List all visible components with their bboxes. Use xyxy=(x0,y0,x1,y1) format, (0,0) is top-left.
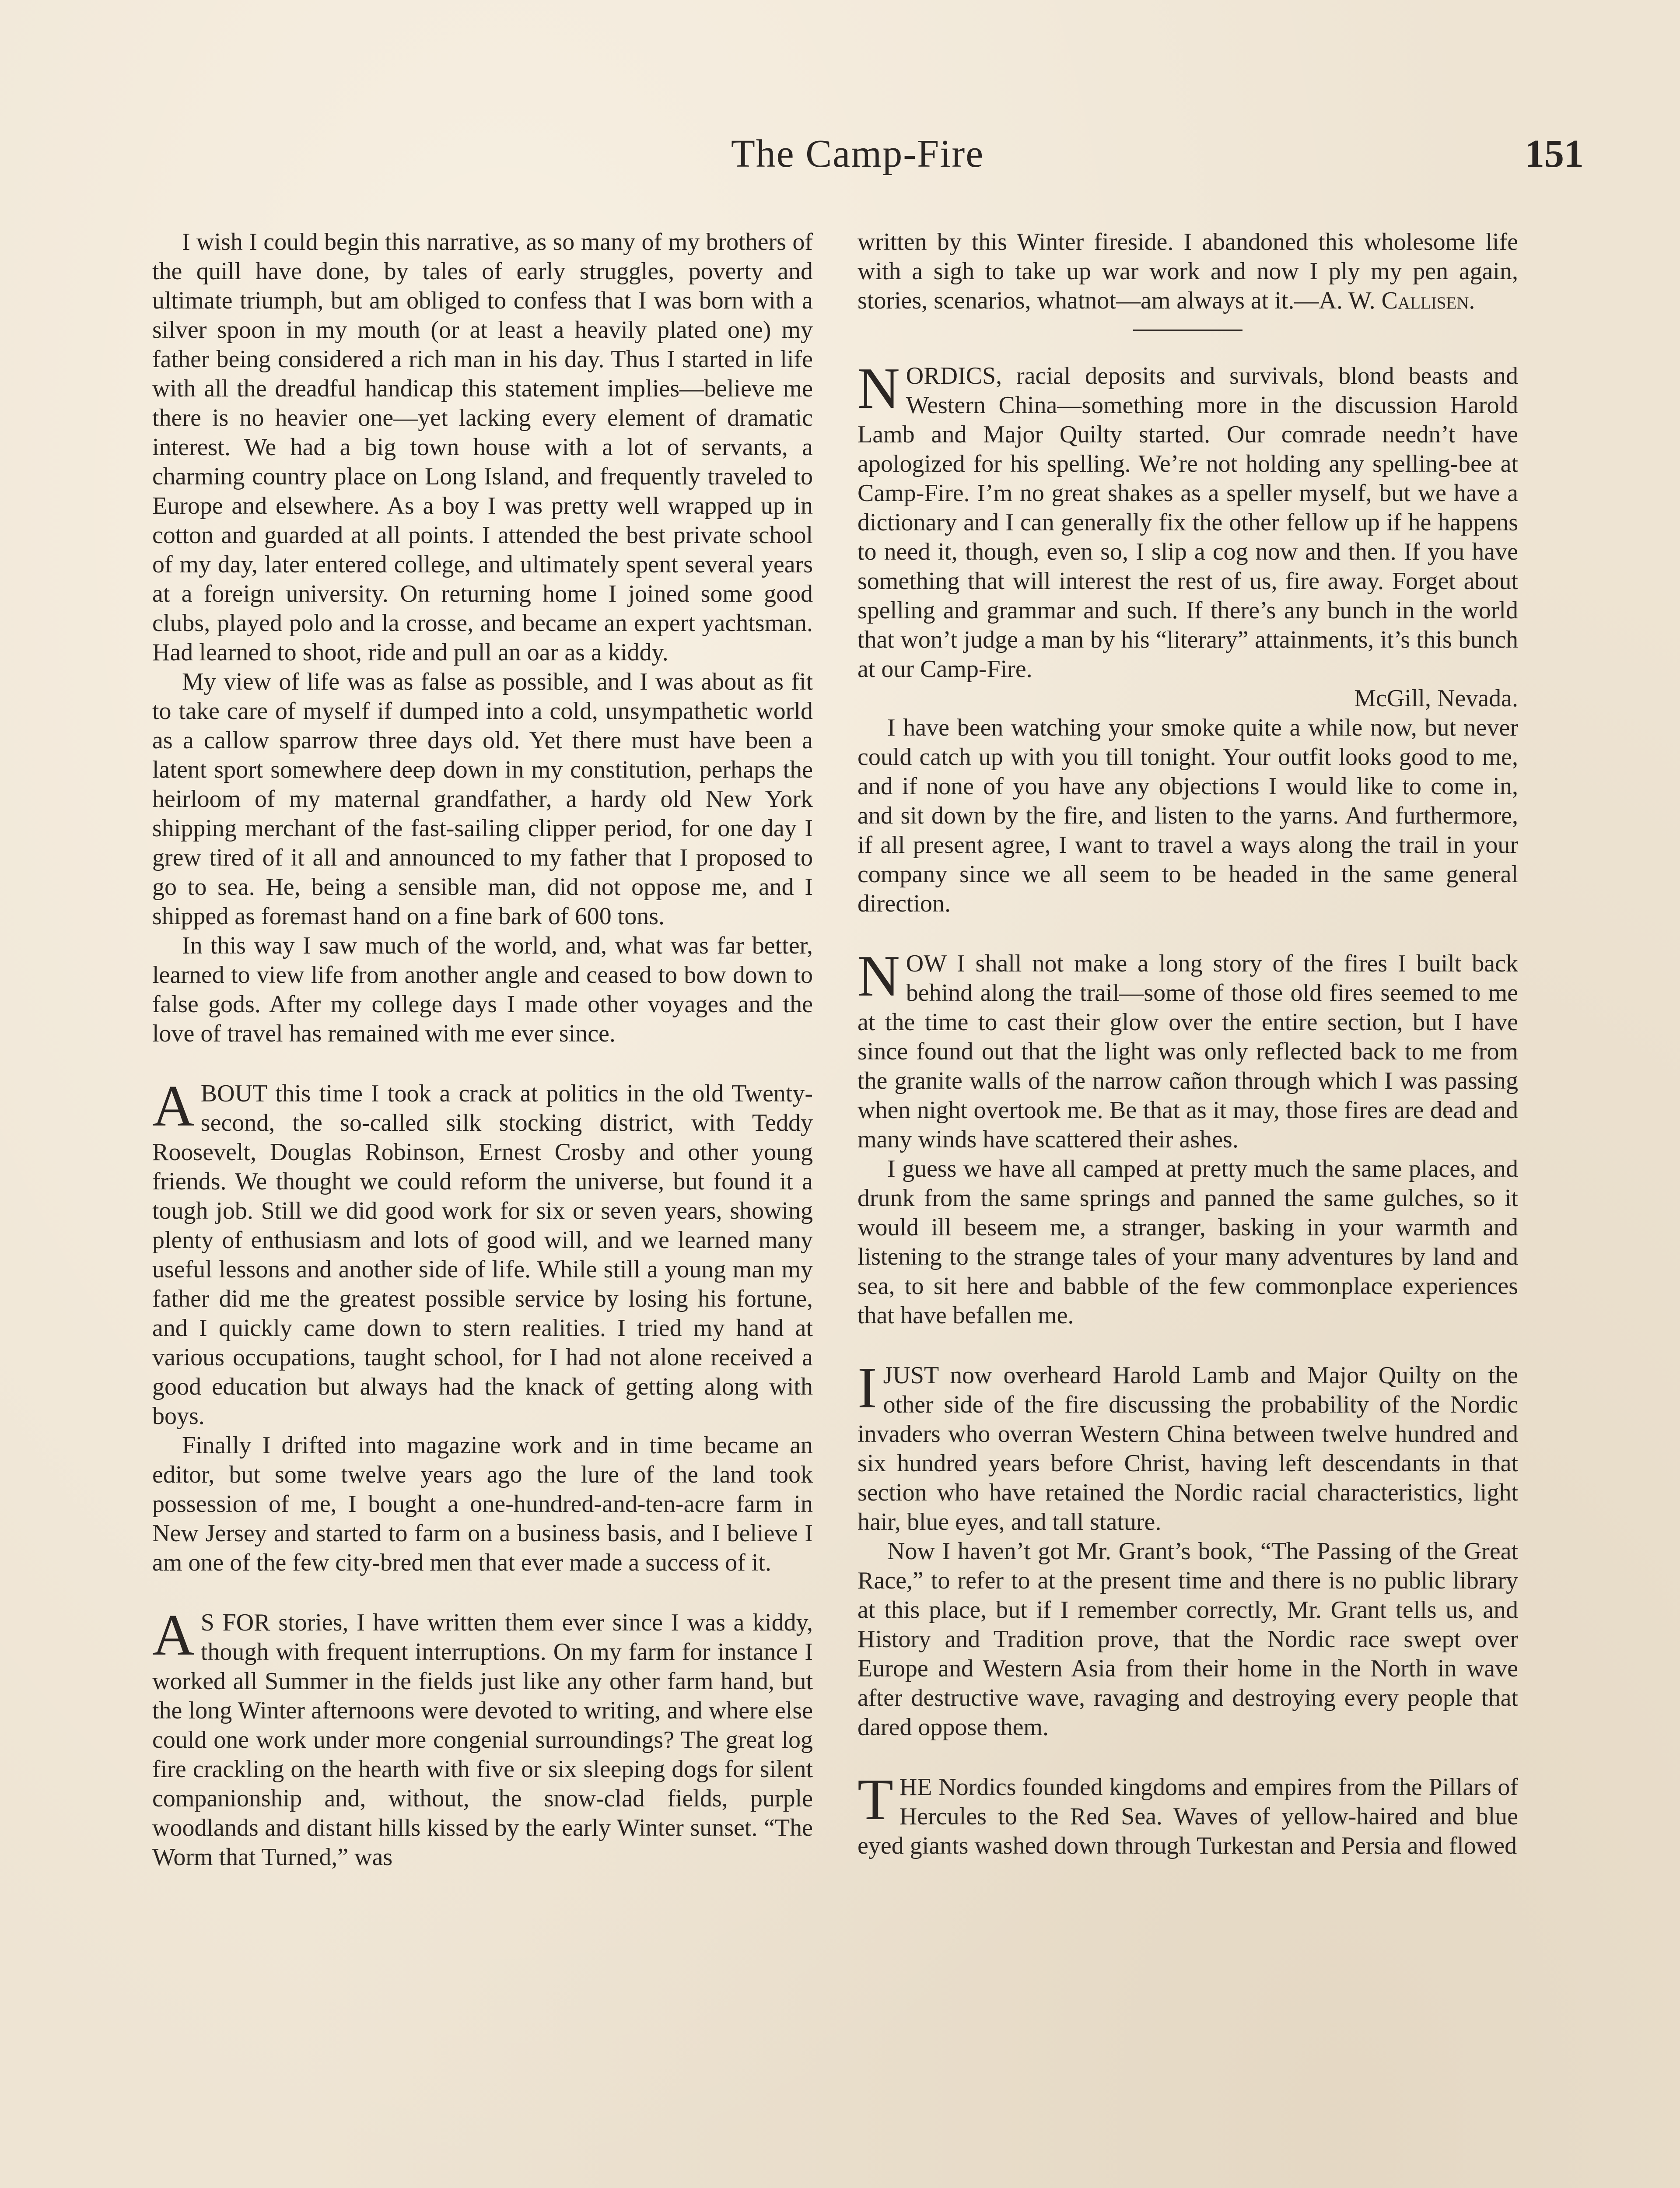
page-number: 151 xyxy=(1525,132,1584,175)
section-paragraph xyxy=(858,943,1518,1154)
section-divider xyxy=(1133,330,1242,331)
drop-cap: N xyxy=(858,356,900,421)
section-paragraph xyxy=(152,1602,813,1872)
paragraph: In this way I saw much of the world, and, what was far better, learned to view life from another angle and ceased to bow down to false gods. After my college days I made other voyages and the love of travel has remained with me ever since. xyxy=(152,932,813,1047)
paragraph: Finally I drifted into magazine work and in time became an editor, but some twelve years ago the lure of the land took possession of me, I bought a one-hundred-and-ten-acre farm in New Jersey and started to farm on a business basis, and I believe I am one of the few city-bred men that ever made a success of it. xyxy=(152,1432,813,1576)
right-column xyxy=(858,228,1518,1861)
drop-cap: A xyxy=(152,1073,195,1138)
running-head: The Camp-Fire xyxy=(731,132,984,175)
paragraph: Now I haven’t got Mr. Grant’s book, “The Passing of the Great Race,” to refer to at the present time and there is no public library at this place, but if I remember correctly, Mr. Grant tells us, and History and Tradition prove, that the Nordic race swept over Europe and Western Asia from their home in the North in wave after destructive wave, ravaging and destroying every people that dared oppose them. xyxy=(858,1538,1518,1741)
paragraph-text: written by this Winter fireside. I abandoned this wholesome life with a sigh to take up war work and now I ply my pen again, stories, scenarios, whatnot—am always at it.— xyxy=(858,228,1518,314)
paragraph: My view of life was as false as possible, and I was about as fit to take care of myself if dumped into a cold, unsympathetic world as a callow sparrow three days old. Yet there must have been a latent sport somewhere deep down in my constitution, perhaps the heirloom of my maternal grandfather, a hardy old New York shipping merchant of the fast-sailing clipper period, for one day I grew tired of it all and announced to my father that I proposed to go to sea. He, being a sensible man, did not oppose me, and I shipped as foremast hand on a fine bark of 600 tons. xyxy=(152,668,813,930)
author-signature: A. W. Callisen. xyxy=(1319,287,1475,314)
paragraph: I guess we have all camped at pretty much the same places, and drunk from the same springs and panned the same gulches, so it would ill beseem me, a stranger, basking in your warmth and listening to the strange tales of your many adventures by land and sea, to sit here and babble of the few commonplace experiences that have befallen me. xyxy=(858,1155,1518,1329)
section-paragraph xyxy=(858,356,1518,684)
drop-cap: T xyxy=(858,1767,893,1832)
drop-cap: A xyxy=(152,1602,195,1667)
drop-cap: N xyxy=(858,943,900,1008)
drop-cap: I xyxy=(858,1355,877,1420)
left-column xyxy=(152,228,813,1872)
section-paragraph xyxy=(858,1355,1518,1537)
paragraph-text: OW I shall not make a long story of the fires I built back behind along the trail—some of those old fires seemed to me at the time to cast their glow over the entire section, but I have since found out that the light was only reflected back to me from the granite walls of the narrow cañon through which I was passing when night overtook me. Be that as it may, those fires are dead and many winds have scattered their ashes. xyxy=(858,950,1518,1153)
paragraph: I wish I could begin this narrative, as so many of my brothers of the quill have done, by tales of early struggles, poverty and ultimate triumph, but am obliged to confess that I was born with a silver spoon in my mouth (or at least a heavily plated one) my father being considered a rich man in his day. Thus I started in life with all the dreadful handicap this statement implies—believe me there is no heavier one—yet lacking every element of dramatic interest. We had a big town house with a lot of servants, a charming country place on Long Island, and frequently traveled to Europe and elsewhere. As a boy I was pretty well wrapped up in cotton and guarded at all points. I attended the best private school of my day, later entered college, and ultimately spent several years at a foreign university. On returning home I joined some good clubs, played polo and la crosse, and became an expert yachtsman. Had learned to shoot, ride and pull an oar as a kiddy. xyxy=(152,228,813,666)
paragraph-text: BOUT this time I took a crack at politics in the old Twenty-second, the so-called silk stocking district, with Teddy Roosevelt, Douglas Robinson, Ernest Crosby and other young friends. We thought we could reform the universe, but found it a tough job. Still we did good work for six or seven years, showing plenty of enthusiasm and lots of good will, and we learned many useful lessons and another side of life. While still a young man my father did me the greatest possible service by losing his fortune, and I quickly came down to stern realities. I tried my hand at various occupations, taught school, for I had not alone received a good education but always had the knack of getting along with boys. xyxy=(152,1080,813,1430)
paragraph-text: JUST now overheard Harold Lamb and Major Quilty on the other side of the fire discussing the probability of the Nordic invaders who overran Western China between twelve hundred and six hundred years before Christ, having left descendants in that section who have retained the Nordic racial characteristics, light hair, blue eyes, and tall stature. xyxy=(858,1362,1518,1536)
letter-dateline: McGill, Nevada. xyxy=(1354,685,1518,712)
paragraph-text: HE Nordics founded kingdoms and empires from the Pillars of Hercules to the Red Sea. Waves of yellow-haired and blue eyed giants washed down through Turkestan and Persia and flowed xyxy=(858,1774,1518,1859)
paragraph-text: ORDICS, racial deposits and survivals, blond beasts and Western China—something more in the discussion Harold Lamb and Major Quilty started. Our comrade needn’t have apologized for his spelling. We’re not holding any spelling-bee at Camp-Fire. I’m no great shakes as a speller myself, but we have a dictionary and I can generally fix the other fellow up if he happens to need it, though, even so, I slip a cog now and then. If you have something that will interest the rest of us, fire away. Forget about spelling and grammar and such. If there’s any bunch in the world that won’t judge a man by his “literary” attainments, it’s this bunch at our Camp-Fire. xyxy=(858,362,1518,683)
section-paragraph xyxy=(152,1073,813,1431)
section-paragraph xyxy=(858,1767,1518,1861)
paragraph xyxy=(858,228,1518,316)
paragraph-text: S FOR stories, I have written them ever since I was a kiddy, though with frequent interruptions. On my farm for instance I worked all Summer in the fields just like any other farm hand, but the long Winter afternoons were devoted to writing, and where else could one work under more congenial surroundings? The great log fire crackling on the hearth with five or six sleeping dogs for silent companionship and, without, the snow-clad fields, purple woodlands and distant hills kissed by the early Winter sunset. “The Worm that Turned,” was xyxy=(152,1609,813,1871)
paragraph: I have been watching your smoke quite a while now, but never could catch up with you till tonight. Your outfit looks good to me, and if none of you have any objections I would like to come in, and sit down by the fire, and listen to the yarns. And furthermore, if all present agree, I want to travel a ways along the trail in your company since we all seem to be headed in the same general direction. xyxy=(858,714,1518,917)
